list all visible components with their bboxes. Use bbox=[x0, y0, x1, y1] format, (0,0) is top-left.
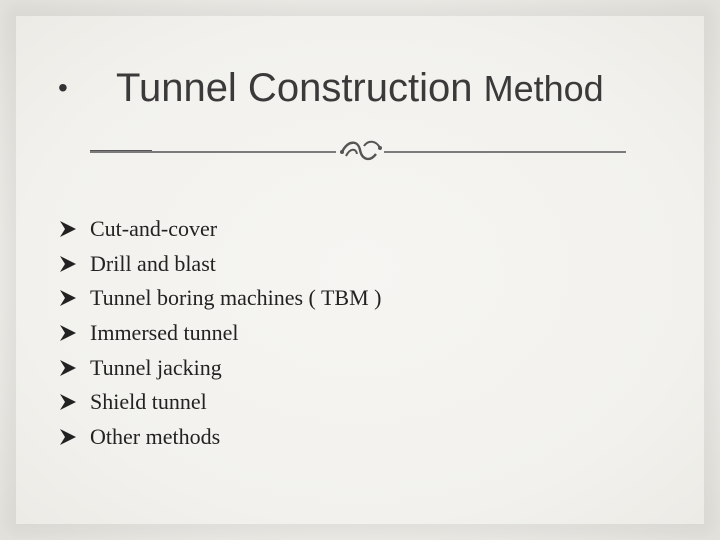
arrowhead-bullet-icon bbox=[58, 323, 78, 343]
title-divider-right bbox=[384, 151, 626, 153]
title-bullet: • bbox=[58, 72, 68, 103]
title-divider-left bbox=[90, 151, 336, 153]
arrowhead-bullet-icon bbox=[58, 288, 78, 308]
title-tail-text: Method bbox=[483, 68, 604, 109]
list-item bbox=[58, 316, 382, 351]
arrowhead-bullet-icon bbox=[58, 427, 78, 447]
title-divider-left-accent bbox=[90, 150, 152, 151]
list-item bbox=[58, 281, 382, 316]
list-item-label: Immersed tunnel bbox=[90, 320, 239, 346]
list-item-label: Cut-and-cover bbox=[90, 216, 218, 242]
title-main-text: Tunnel Construction bbox=[116, 66, 484, 110]
list-item-label: Tunnel jacking bbox=[90, 354, 222, 380]
page-title bbox=[116, 64, 604, 121]
list-item bbox=[58, 212, 382, 247]
method-list bbox=[58, 212, 382, 454]
list-item-label: Drill and blast bbox=[90, 250, 216, 276]
arrowhead-bullet-icon bbox=[58, 392, 78, 412]
arrowhead-bullet-icon bbox=[58, 254, 78, 274]
arrowhead-bullet-icon bbox=[58, 219, 78, 239]
list-item-label: Tunnel boring machines ( TBM ) bbox=[90, 285, 382, 311]
list-item bbox=[58, 247, 382, 282]
list-item bbox=[58, 350, 382, 385]
list-item bbox=[58, 385, 382, 420]
list-item-label: Shield tunnel bbox=[90, 389, 207, 415]
list-item bbox=[58, 420, 382, 455]
arrowhead-bullet-icon bbox=[58, 358, 78, 378]
list-item-label: Other methods bbox=[90, 423, 221, 449]
scroll-flourish-icon bbox=[338, 136, 384, 166]
